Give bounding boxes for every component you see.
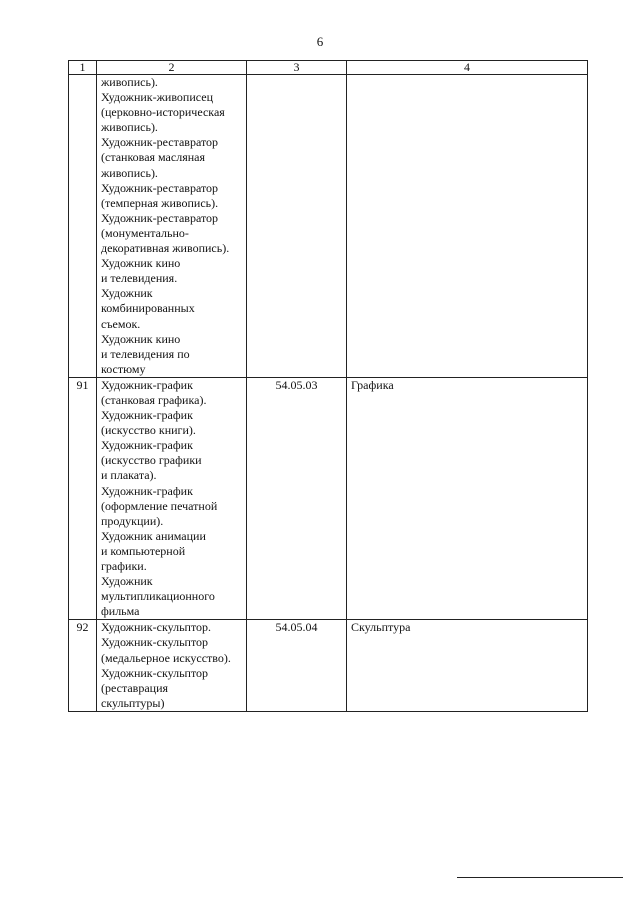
profession-line: Художник-скульптор. (101, 620, 212, 635)
profession-line: мультипликационного (101, 589, 215, 604)
profession-line: Художник кино (101, 256, 181, 271)
profession-line: комбинированных (101, 301, 195, 316)
profession-line: (реставрация (101, 680, 169, 695)
specialty-name: Графика (347, 377, 588, 620)
profession-line: Художник-скульптор (101, 665, 209, 680)
professions-cell (97, 620, 247, 712)
row-number: 92 (69, 620, 97, 712)
profession-line: (станковая масляная (101, 150, 205, 165)
profession-line: живопись). (101, 165, 158, 180)
profession-line: фильма (101, 604, 140, 619)
profession-line: и телевидения. (101, 271, 178, 286)
profession-line: (искусство книги). (101, 423, 196, 438)
footer-rule (457, 877, 623, 878)
profession-line: Художник кино (101, 331, 181, 346)
profession-line: Художник-реставратор (101, 135, 219, 150)
page-number: 6 (316, 34, 324, 49)
professions-cell (97, 75, 247, 378)
column-header-2: 2 (97, 61, 247, 75)
profession-line: костюму (101, 361, 146, 376)
profession-line: Художник-реставратор (101, 210, 219, 225)
profession-line: продукции). (101, 513, 164, 528)
column-header-3: 3 (247, 61, 347, 75)
profession-line: (оформление печатной (101, 498, 218, 513)
profession-line: и телевидения по (101, 346, 190, 361)
profession-line: (церковно-историческая (101, 105, 225, 120)
profession-line: живопись). (101, 75, 158, 89)
profession-line: (монументально- (101, 225, 189, 240)
professions-cell (97, 377, 247, 620)
profession-line: Художник-график (101, 377, 193, 392)
specialty-name (347, 75, 588, 378)
profession-line: живопись). (101, 120, 158, 135)
profession-line: Художник (101, 286, 153, 301)
profession-line: скульптуры) (101, 695, 165, 710)
profession-line: Художник-живописец (101, 90, 213, 105)
profession-line: Художник (101, 574, 153, 589)
profession-line: Художник-график (101, 438, 193, 453)
profession-line: Художник-график (101, 408, 193, 423)
profession-line: (станковая графика). (101, 392, 207, 407)
profession-line: Художник анимации (101, 528, 206, 543)
table-header-row (69, 61, 588, 75)
specialty-code (247, 75, 347, 378)
column-header-4: 4 (347, 61, 588, 75)
row-number (69, 75, 97, 378)
specialty-code: 54.05.03 (247, 377, 347, 620)
profession-line: и компьютерной (101, 543, 186, 558)
profession-line: (искусство графики (101, 453, 202, 468)
profession-line: Художник-реставратор (101, 180, 219, 195)
profession-line: декоративная живопись). (101, 241, 230, 256)
table-row (69, 620, 588, 712)
table-row (69, 377, 588, 620)
table-row (69, 75, 588, 378)
profession-line: Художник-график (101, 483, 193, 498)
specialty-name: Скульптура (347, 620, 588, 712)
specialty-code: 54.05.04 (247, 620, 347, 712)
profession-line: (медальерное искусство). (101, 650, 231, 665)
profession-line: графики. (101, 559, 147, 573)
professions-table (68, 60, 588, 712)
profession-line: (темперная живопись). (101, 195, 219, 210)
row-number: 91 (69, 377, 97, 620)
profession-line: и плаката). (101, 468, 157, 483)
profession-line: съемок. (101, 316, 141, 331)
column-header-1: 1 (69, 61, 97, 75)
profession-line: Художник-скульптор (101, 635, 209, 650)
